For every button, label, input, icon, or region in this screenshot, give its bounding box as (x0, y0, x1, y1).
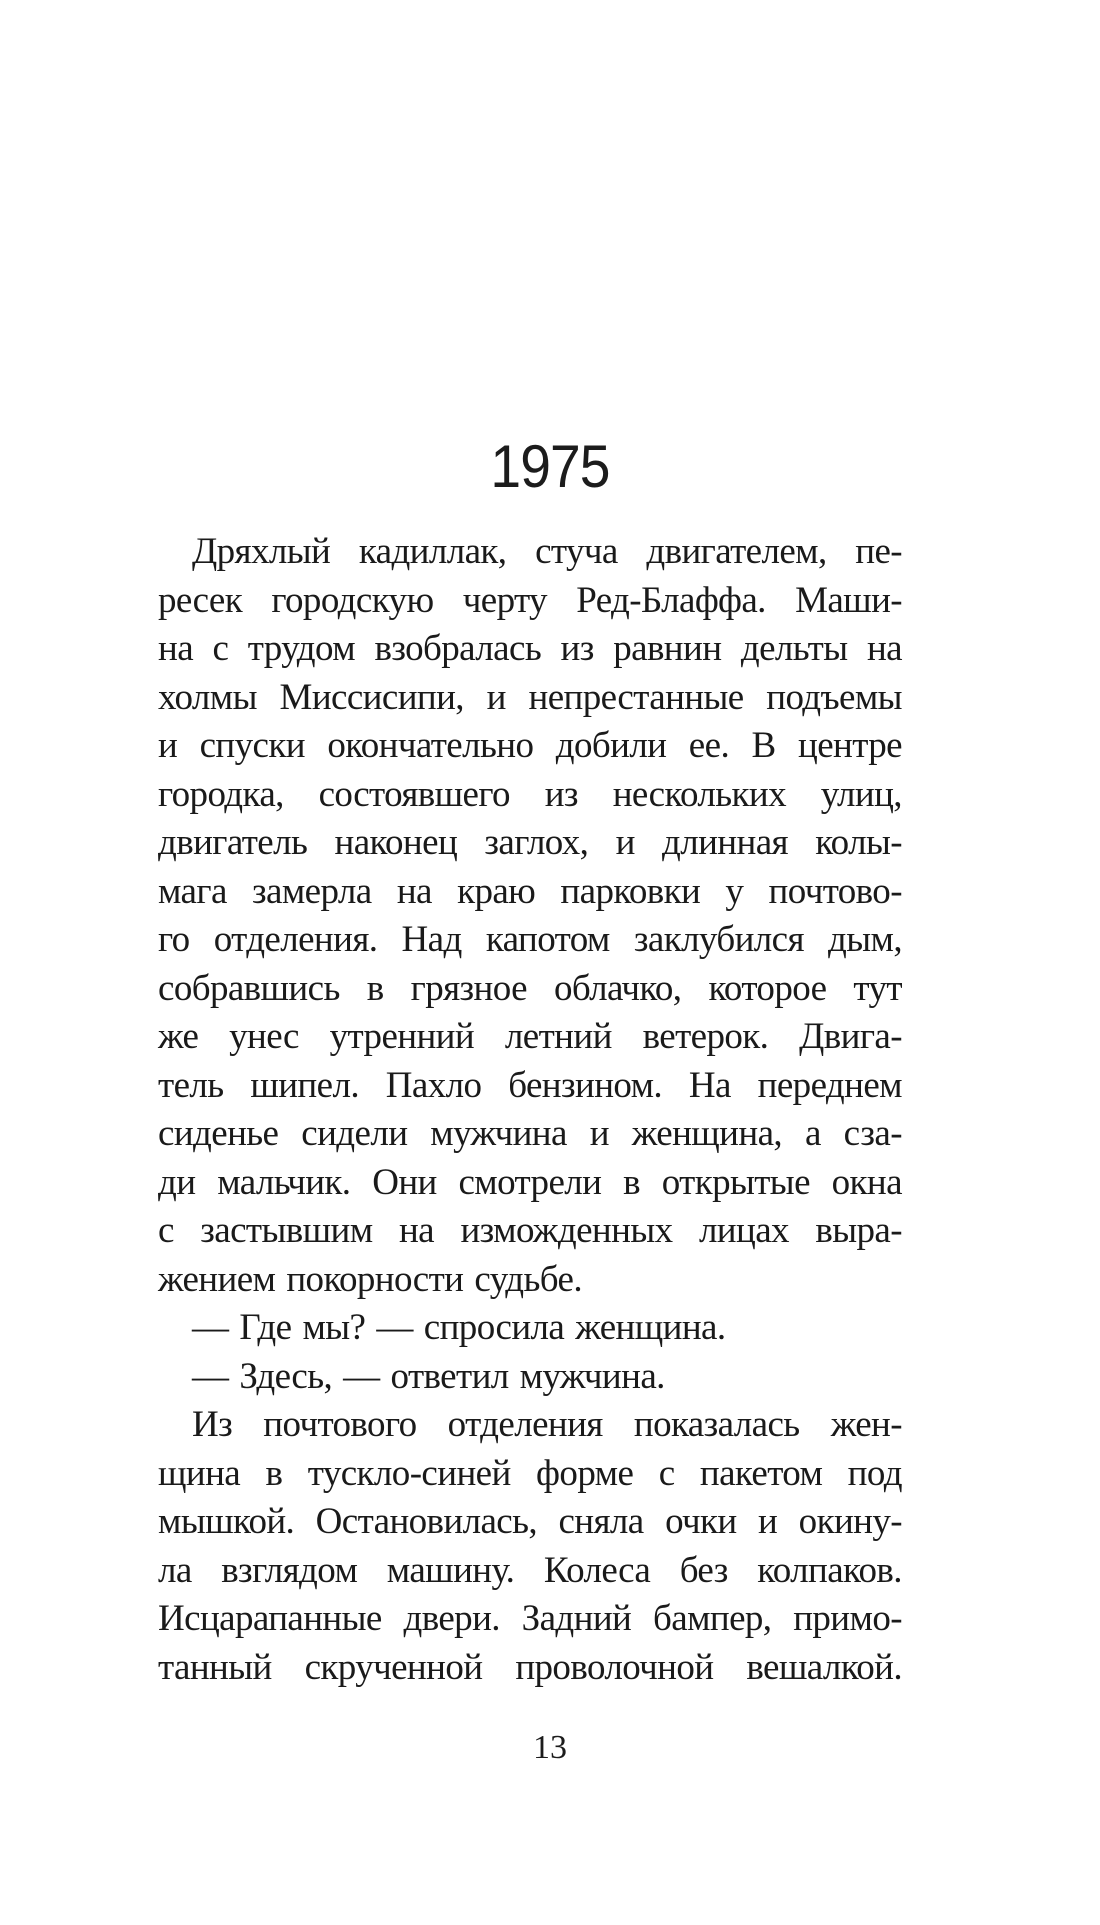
word: с (658, 1452, 675, 1494)
word: ответил (390, 1355, 509, 1397)
word: окна (831, 1161, 902, 1203)
word: холмы (158, 676, 257, 718)
word: в (623, 1161, 640, 1203)
word: изможденных (460, 1210, 673, 1251)
word: двигатель (158, 822, 308, 863)
text-line (158, 1159, 902, 1208)
text-line (158, 1401, 902, 1450)
word: сза- (843, 1113, 902, 1154)
text-line (158, 625, 902, 674)
text-line (158, 1207, 902, 1256)
word: взглядом (221, 1549, 358, 1591)
word: пакетом (699, 1452, 823, 1494)
text-line (158, 1013, 902, 1062)
word: мужчина. (519, 1355, 665, 1397)
word: и (589, 1113, 609, 1154)
word: стуча (535, 531, 618, 572)
word: отделения (447, 1404, 603, 1445)
text-line (158, 1547, 902, 1596)
word: в (265, 1452, 283, 1494)
word: летний (504, 1016, 612, 1057)
word: открытые (661, 1161, 810, 1203)
word: окину- (798, 1501, 902, 1542)
word: двери. (403, 1598, 500, 1639)
word: Где (239, 1307, 292, 1348)
word: — (192, 1355, 229, 1397)
text-line (158, 868, 902, 917)
text-line (158, 1256, 902, 1305)
text-line (158, 771, 902, 820)
word: танный (158, 1646, 272, 1688)
text-line (158, 1110, 902, 1159)
word: шипел. (250, 1064, 359, 1106)
word: Они (372, 1161, 437, 1203)
word: двигателем, (646, 531, 827, 572)
word: мага (158, 870, 227, 912)
word: на (396, 870, 432, 912)
word: Дряхлый (192, 531, 331, 572)
word: заглох, (484, 822, 589, 863)
word: тель (158, 1064, 224, 1106)
text-line (158, 1644, 902, 1693)
word: ди (158, 1161, 196, 1203)
word: подъемы (766, 676, 902, 718)
word: городскую (271, 579, 434, 621)
word: В (751, 725, 776, 766)
text-line (158, 819, 902, 868)
word: нескольких (612, 773, 786, 815)
word: капотом (485, 919, 610, 960)
word: спуски (199, 725, 305, 766)
word: очки (665, 1501, 737, 1542)
word: под (847, 1452, 902, 1494)
word: Остановилась, (315, 1501, 538, 1542)
word: сидели (301, 1113, 408, 1154)
word: жением (158, 1258, 276, 1300)
word: мужчина (430, 1113, 567, 1154)
word: облачко, (553, 967, 682, 1009)
word: лицах (698, 1210, 789, 1251)
word: — (376, 1307, 413, 1348)
word: Исцарапанные (158, 1598, 382, 1639)
word: — (192, 1307, 229, 1348)
word: состоявшего (318, 773, 510, 815)
word: Здесь, (239, 1355, 333, 1397)
word: жен- (830, 1404, 902, 1445)
word: дельты (740, 628, 848, 669)
text-line (158, 1595, 902, 1644)
word: утренний (329, 1016, 475, 1057)
word: которое (708, 967, 827, 1009)
word: проволочной (515, 1646, 714, 1688)
word: ее. (688, 725, 730, 766)
word: го (158, 919, 190, 960)
word: ла (158, 1549, 192, 1591)
word: Над (401, 919, 462, 960)
word: парковки (560, 870, 701, 912)
word: сняла (558, 1501, 644, 1542)
word: замерла (252, 870, 372, 912)
word: колпаков. (757, 1549, 902, 1591)
dialog-line (158, 1304, 902, 1353)
word: унес (229, 1016, 299, 1057)
word: Колеса (543, 1549, 651, 1591)
word: окончательно (327, 725, 534, 766)
word: же (158, 1016, 199, 1057)
word: длинная (662, 822, 788, 863)
word: почтового (263, 1404, 417, 1445)
word: собравшись (158, 967, 340, 1009)
word: бензином. (508, 1064, 663, 1106)
word: мы? (302, 1307, 366, 1348)
word: дым, (828, 919, 902, 960)
word: без (679, 1549, 728, 1591)
text-line (158, 1450, 902, 1499)
word: на (398, 1210, 434, 1251)
word: и (615, 822, 635, 863)
word: трудом (247, 628, 356, 669)
word: и (758, 1501, 778, 1542)
word: сиденье (158, 1113, 279, 1154)
word: вешалкой. (746, 1646, 902, 1688)
word: с (212, 628, 229, 669)
word: примо- (793, 1598, 902, 1639)
word: покорности (286, 1258, 464, 1300)
word: а (804, 1113, 821, 1154)
text-line (158, 1498, 902, 1547)
word: черту (462, 579, 547, 621)
word: и (486, 676, 506, 718)
text-line (158, 965, 902, 1014)
word: На (688, 1064, 731, 1106)
word: Маши- (795, 579, 902, 621)
text-line (158, 528, 902, 577)
page-number: 13 (533, 1729, 567, 1766)
word: переднем (757, 1064, 902, 1106)
word: на (866, 628, 902, 669)
word: женщина. (575, 1307, 726, 1348)
word: у (725, 870, 744, 912)
word: ветерок. (642, 1016, 769, 1057)
word: краю (457, 870, 536, 912)
word: Двига- (799, 1016, 902, 1057)
word: центре (798, 725, 902, 766)
word: машину. (386, 1549, 515, 1591)
word: взобралась (374, 628, 542, 669)
word: заклубился (633, 919, 804, 960)
word: на (158, 628, 194, 669)
word: улиц, (820, 773, 902, 815)
word: тут (853, 967, 902, 1009)
word: — (343, 1355, 380, 1397)
word: выра- (815, 1210, 902, 1251)
word: смотрели (458, 1161, 602, 1203)
word: из (560, 628, 594, 669)
word: мышкой. (158, 1501, 295, 1542)
word: застывшим (200, 1210, 373, 1251)
word: из (544, 773, 578, 815)
word: судьбе. (474, 1258, 582, 1300)
word: Миссисипи, (279, 676, 464, 718)
word: грязное (410, 967, 527, 1009)
word: с (158, 1210, 174, 1251)
word: женщина, (631, 1113, 783, 1154)
dialog-line (158, 1353, 902, 1402)
word: мальчик. (217, 1161, 351, 1203)
word: показалась (633, 1404, 800, 1445)
text-line (158, 1062, 902, 1111)
word: бампер, (653, 1598, 772, 1639)
text-line (158, 916, 902, 965)
word: почтово- (768, 870, 902, 912)
word: городка, (158, 773, 284, 815)
word: Ред-Блаффа. (576, 579, 766, 621)
word: и (158, 725, 178, 766)
word: кадиллак, (358, 531, 507, 572)
word: в (366, 967, 384, 1009)
word: колы- (815, 822, 902, 863)
word: равнин (613, 628, 722, 669)
word: спросила (423, 1307, 565, 1348)
word: добили (555, 725, 667, 766)
word: форме (536, 1452, 634, 1494)
text-line (158, 722, 902, 771)
word: непрестанные (528, 676, 744, 718)
word: Задний (521, 1598, 632, 1639)
word: тускло-синей (307, 1452, 511, 1494)
word: щина (158, 1452, 241, 1494)
chapter-title: 1975 (490, 433, 610, 500)
word: отделения. (213, 919, 378, 960)
body-text (158, 528, 902, 1692)
word: ресек (158, 579, 243, 621)
word: наконец (334, 822, 458, 863)
word: Из (192, 1404, 233, 1445)
word: Пахло (385, 1064, 482, 1106)
word: скрученной (304, 1646, 483, 1688)
text-line (158, 674, 902, 723)
text-line (158, 577, 902, 626)
word: пе- (855, 531, 902, 572)
